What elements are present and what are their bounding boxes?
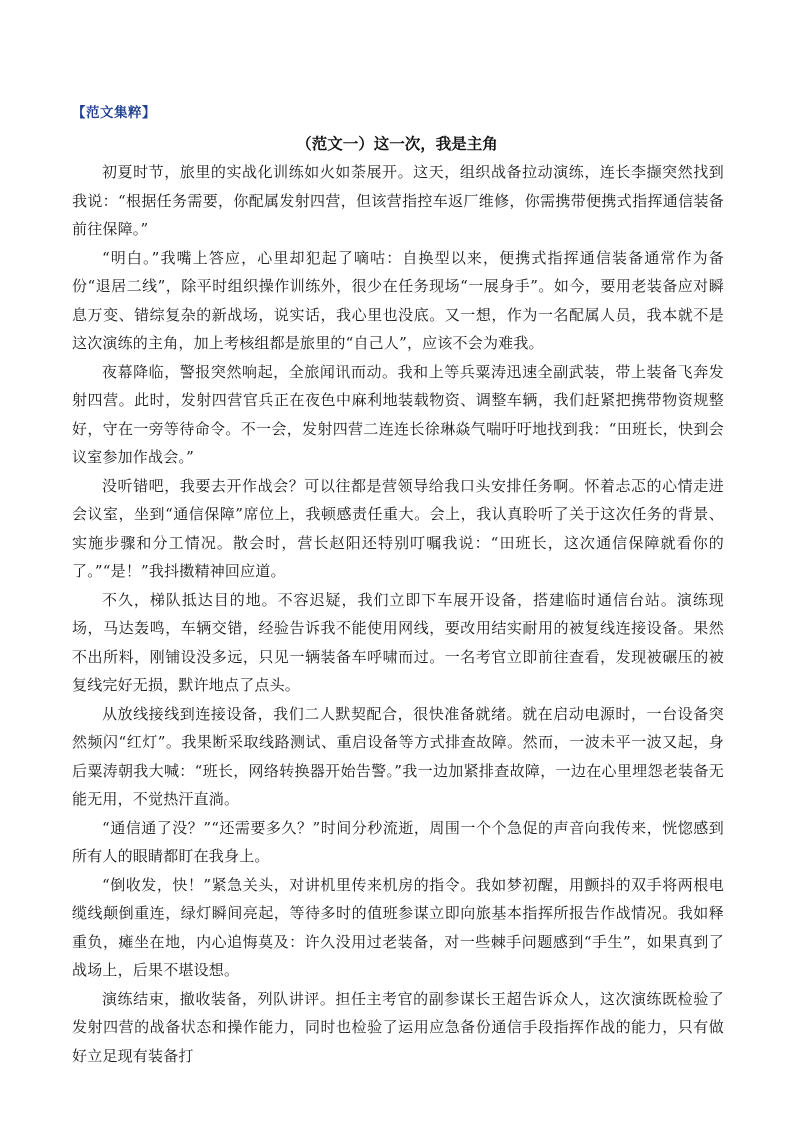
paragraph: “倒收发，快！”紧急关头，对讲机里传来机房的指令。我如梦初醒，用颤抖的双手将两根电缆线颠倒重连，绿灯瞬间亮起，等待多时的值班参谋立即向旅基本指挥所报告作战情况。我如释重负，瘫坐在地，内心追悔莫及：许久没用过老装备，对一些棘手问题感到“手生”，如果真到了战场上，后果不堪设想。 bbox=[72, 875, 724, 979]
paragraph: “明白。”我嘴上答应，心里却犯起了嘀咕：自换型以来，便携式指挥通信装备通常作为备份“退居二线”，除平时组织操作训练外，很少在任务现场“一展身手”。如今，要用老装备应对瞬息万变、错综复杂的新战场，说实话，我心里也没底。又一想，作为一名配属人员，我本就不是这次演练的主角，加上考核组都是旅里的“自己人”，应该不会为难我。 bbox=[72, 248, 724, 352]
paragraph: 从放线接线到连接设备，我们二人默契配合，很快准备就绪。就在启动电源时，一台设备突然频闪“红灯”。我果断采取线路测试、重启设备等方式排查故障。然而，一波未平一波又起，身后粟涛朝我大喊：“班长，网络转换器开始告警。”我一边加紧排查故障，一边在心里埋怨老装备无能无用，不觉热汗直淌。 bbox=[72, 704, 724, 808]
essay-title: （范文一）这一次，我是主角 bbox=[296, 135, 498, 153]
paragraph: 夜幕降临，警报突然响起，全旅闻讯而动。我和上等兵粟涛迅速全副武装，带上装备飞奔发射四营。此时，发射四营官兵正在夜色中麻利地装载物资、调整车辆，我们赶紧把携带物资规整好，守在一旁等待命令。不一会，发射四营二连连长徐琳焱气喘吁吁地找到我：“田班长，快到会议室参加作战会。” bbox=[72, 362, 724, 466]
paragraph: 没听错吧，我要去开作战会？可以往都是营领导给我口头安排任务啊。怀着忐忑的心情走进会议室，坐到“通信保障”席位上，我顿感责任重大。会上，我认真聆听了关于这次任务的背景、实施步骤和分工情况。散会时，营长赵阳还特别叮嘱我说：“田班长，这次通信保障就看你的了。”“是！”我抖擞精神回应道。 bbox=[72, 476, 724, 580]
paragraph: “通信通了没？”“还需要多久？”时间分秒流逝，周围一个个急促的声音向我传来，恍惚感到所有人的眼睛都盯在我身上。 bbox=[72, 818, 724, 865]
paragraph: 初夏时节，旅里的实战化训练如火如荼展开。这天，组织战备拉动演练，连长李撷突然找到我说：“根据任务需要，你配属发射四营，但该营指控车返厂维修，你需携带便携式指挥通信装备前往保障。” bbox=[72, 163, 724, 238]
paragraph: 演练结束，撤收装备，列队讲评。担任主考官的副参谋长王超告诉众人，这次演练既检验了发射四营的战备状态和操作能力，同时也检验了运用应急备份通信手段指挥作战的能力，只有做好立足现有装备打 bbox=[72, 989, 724, 1065]
paragraph: 不久，梯队抵达目的地。不容迟疑，我们立即下车展开设备，搭建临时通信台站。演练现场，马达轰鸣，车辆交错，经验告诉我不能使用网线，要改用结实耐用的被复线连接设备。果然不出所料，刚铺设没多远，只见一辆装备车呼啸而过。一名考官立即前往查看，发现被碾压的被复线完好无损，默许地点了点头。 bbox=[72, 590, 724, 694]
essay-body bbox=[72, 158, 724, 1070]
section-tag: 【范文集粹】 bbox=[72, 105, 156, 121]
